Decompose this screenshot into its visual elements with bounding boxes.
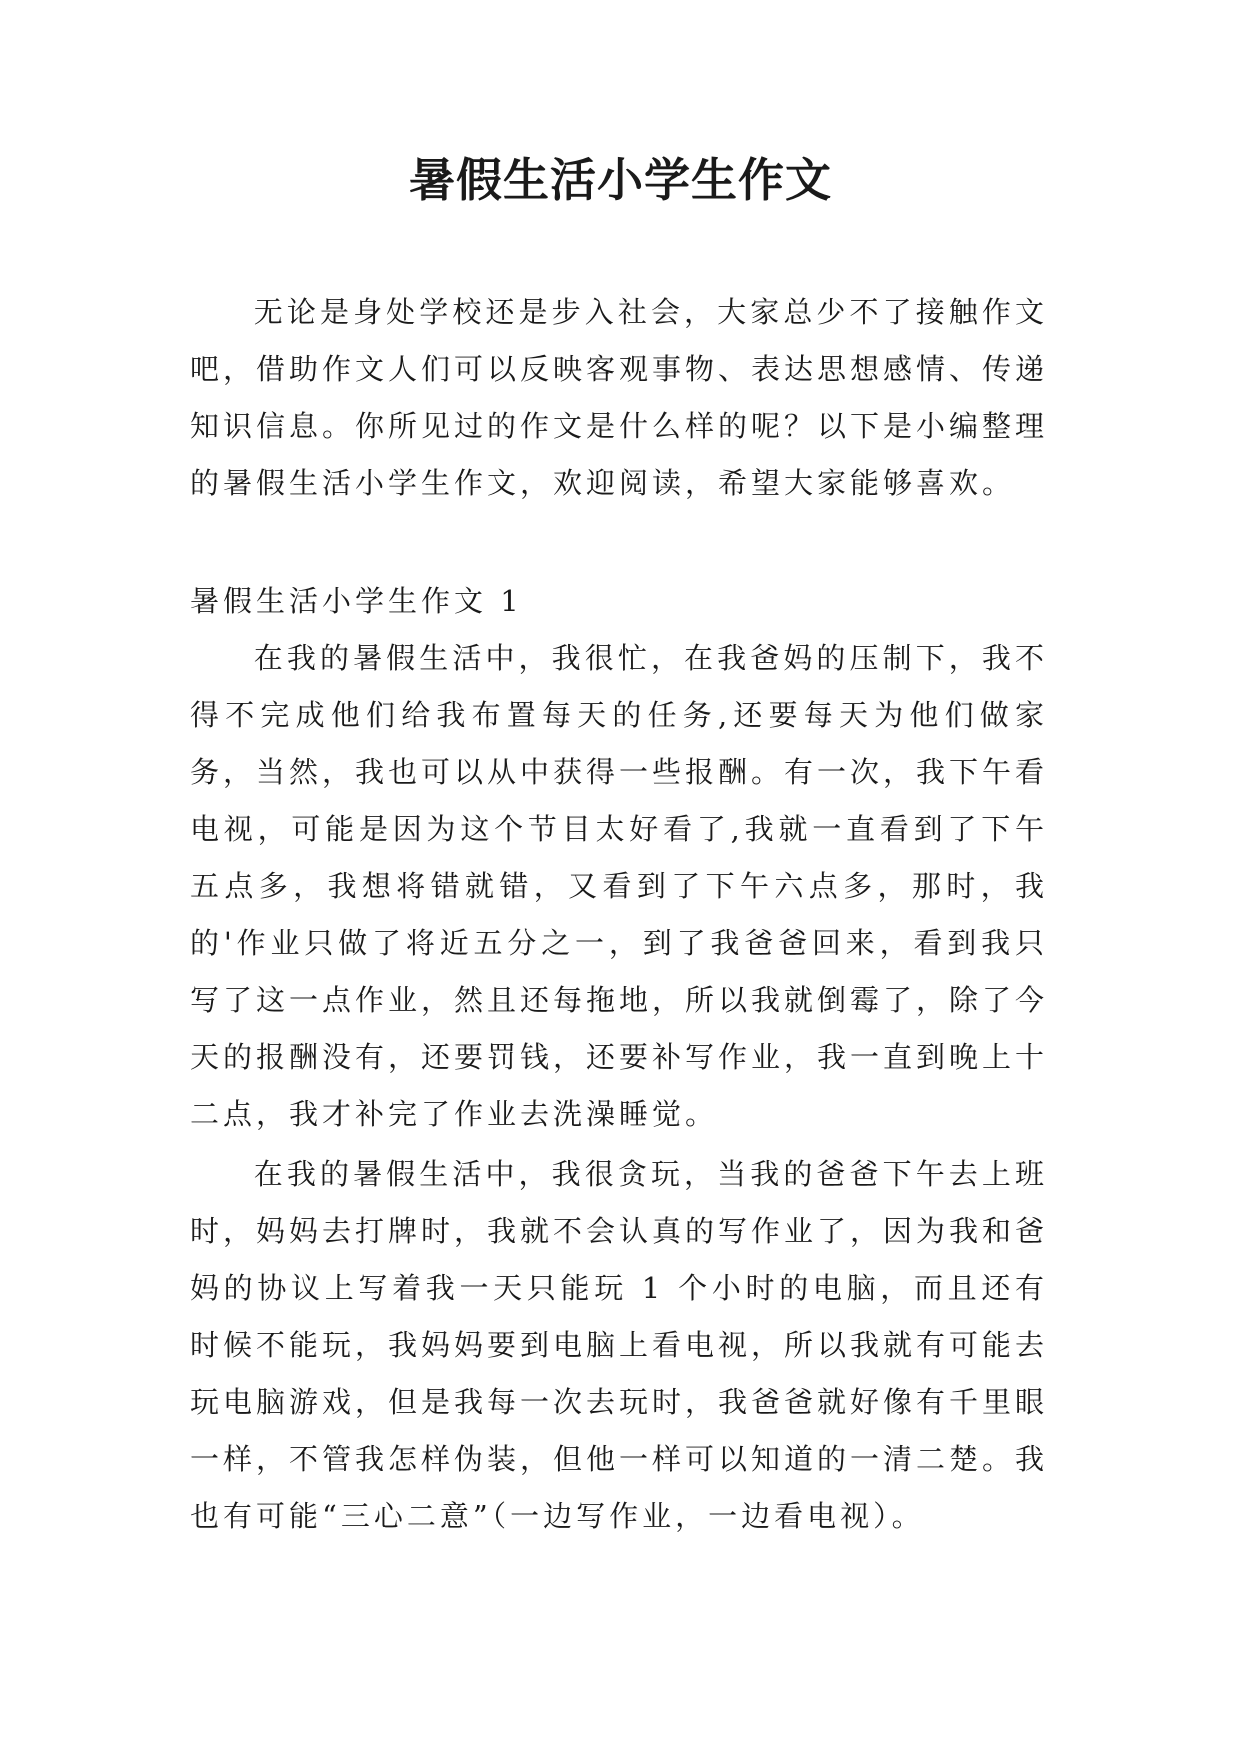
document-title: 暑假生活小学生作文 [409,153,832,207]
spacer [190,512,1048,573]
body-paragraph: 在我的暑假生活中，我很忙，在我爸妈的压制下，我不得不完成他们给我布置每天的任务,还要每天为他们做家务，当然，我也可以从中获得一些报酬。有一次，我下午看电视，可能是因为这个节目太好看了,我就一直看到了下午五点多，我想将错就错，又看到了下午六点多，那时，我的'作业只做了将近五分之一，到了我爸爸回来，看到我只写了这一点作业，然且还每拖地，所以我就倒霉了，除了今天的报酬没有，还要罚钱，还要补写作业，我一直到晚上十二点，我才补完了作业去洗澡睡觉。 [190,641,1049,1131]
body-paragraph: 在我的暑假生活中，我很贪玩，当我的爸爸下午去上班时，妈妈去打牌时，我就不会认真的写作业了，因为我和爸妈的协议上写着我一天只能玩 1 个小时的电脑，而且还有时候不能玩，我妈妈要到电脑上看电视，所以我就有可能去玩电脑游戏，但是我每一次去玩时，我爸爸就好像有千里眼一样，不管我怎样伪装，但他一样可以知道的一清二楚。我也有可能“三心二意”（一边写作业，一边看电视）。 [190,1157,1049,1533]
intro-paragraph: 无论是身处学校还是步入社会，大家总少不了接触作文吧，借助作文人们可以反映客观事物、表达思想感情、传递知识信息。你所见过的作文是什么样的呢？以下是小编整理的暑假生活小学生作文，欢迎阅读，希望大家能够喜欢。 [190,295,1049,500]
essay-section [190,573,1048,1545]
section-heading: 暑假生活小学生作文 1 [190,584,523,618]
document-body [190,284,1048,1545]
